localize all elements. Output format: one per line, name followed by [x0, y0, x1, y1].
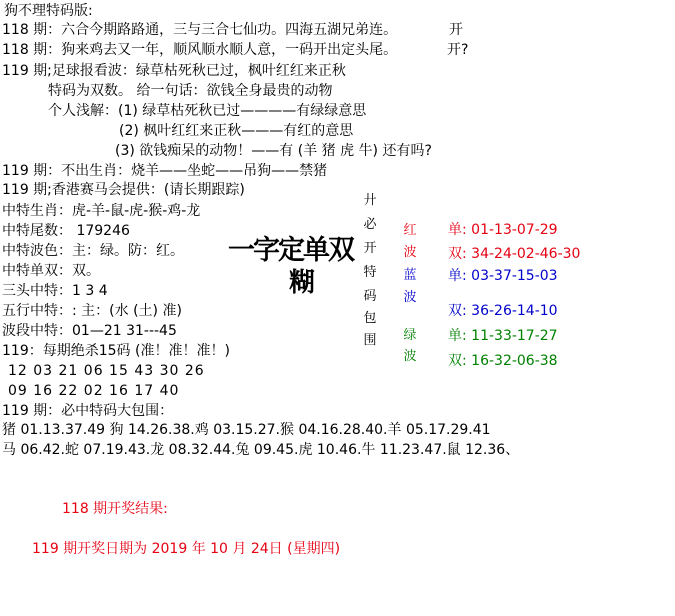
vertical-char: 廾 — [363, 193, 377, 208]
line-bag-title: 119 期：必中特码大包围： — [2, 403, 174, 419]
line-118a: 118 期：六合今期路路通，三与三合七仙功。四海五湖兄弟连。 — [2, 22, 398, 38]
line-opinion-3: (3) 欲钱痴呆的动物！——有 (羊 猪 虎 牛) 还有吗? — [115, 143, 432, 159]
line-opinion-2: (2) 枫叶红红来正秋———有红的意思 — [119, 123, 354, 139]
line-five-elem: 五行中特：: 主：(水 (土) 准) — [2, 303, 182, 319]
page-header: 狗不理特码版: — [4, 3, 93, 19]
green-single: 单: 11-33-17-27 — [448, 328, 558, 344]
line-three-head: 三头中特：1 3 4 — [2, 283, 108, 299]
wave-green-2: 波 — [403, 349, 417, 364]
line-kill-title: 119：每期绝杀15码 (准！准！准！) — [2, 343, 230, 359]
vertical-char: 围 — [363, 333, 377, 348]
line-kill-row1: 12 03 21 06 15 43 30 26 — [8, 363, 205, 379]
line-opinion-1: 个人浅解：(1) 绿草枯死秋已过————有绿绿意思 — [48, 103, 367, 119]
draw-date: 119 期开奖日期为 2019 年 10 月 24日 (星期四) — [32, 541, 341, 557]
handwritten-sub: 糊 — [289, 268, 314, 298]
line-119-football: 119 期;足球报看波：绿草枯死秋已过，枫叶红红来正秋 — [2, 63, 346, 79]
handwritten-title: 一字定单双 — [228, 235, 353, 266]
blue-double: 双: 36-26-14-10 — [448, 303, 558, 319]
line-118b-q: 开? — [447, 42, 469, 58]
result-title: 118 期开奖结果: — [62, 501, 168, 517]
vertical-char: 包 — [363, 311, 377, 326]
red-single: 单: 01-13-07-29 — [448, 222, 558, 238]
vertical-char: 开 — [363, 241, 377, 256]
line-segment: 波段中特：01—21 31---45 — [2, 323, 177, 339]
line-no-out: 119 期：不出生肖：烧羊——坐蛇——吊狗——禁猪 — [2, 163, 328, 179]
line-tip: 特码为双数。 给一句话：欲钱全身最贵的动物 — [48, 83, 333, 99]
wave-green-1: 绿 — [403, 328, 417, 343]
wave-red-1: 红 — [403, 223, 417, 238]
line-wave-color: 中特波色：主：绿。防：红。 — [2, 243, 184, 259]
line-zodiac: 中特生肖：虎-羊-鼠-虎-猴-鸡-龙 — [2, 203, 201, 219]
wave-red-2: 波 — [403, 245, 417, 260]
wave-blue-2: 波 — [403, 290, 417, 305]
line-118b: 118 期：狗来鸡去又一年，顺风顺水顺人意，一码开出定头尾。 — [2, 42, 398, 58]
line-118a-open: 开 — [449, 22, 463, 38]
blue-single: 单: 03-37-15-03 — [448, 268, 558, 284]
line-bag-row1: 猪 01.13.37.49 狗 14.26.38.鸡 03.15.27.猴 04.16.28.40.羊 05.17.29.41 — [2, 422, 491, 438]
line-bag-row2: 马 06.42.蛇 07.19.43.龙 08.32.44.兔 09.45.虎 10.46.牛 11.23.47.鼠 12.36、 — [2, 442, 520, 458]
line-kill-row2: 09 16 22 02 16 17 40 — [8, 383, 180, 399]
wave-blue-1: 蓝 — [403, 268, 417, 283]
line-odd-even: 中特单双：双。 — [2, 263, 100, 279]
vertical-char: 必 — [363, 217, 377, 232]
vertical-char: 特 — [363, 265, 377, 280]
red-double: 双: 34-24-02-46-30 — [448, 246, 581, 262]
line-hk: 119 期;香港赛马会提供：(请长期跟踪) — [2, 182, 245, 198]
vertical-char: 码 — [363, 289, 377, 304]
line-tail: 中特尾数： 179246 — [2, 223, 130, 239]
green-double: 双: 16-32-06-38 — [448, 353, 558, 369]
